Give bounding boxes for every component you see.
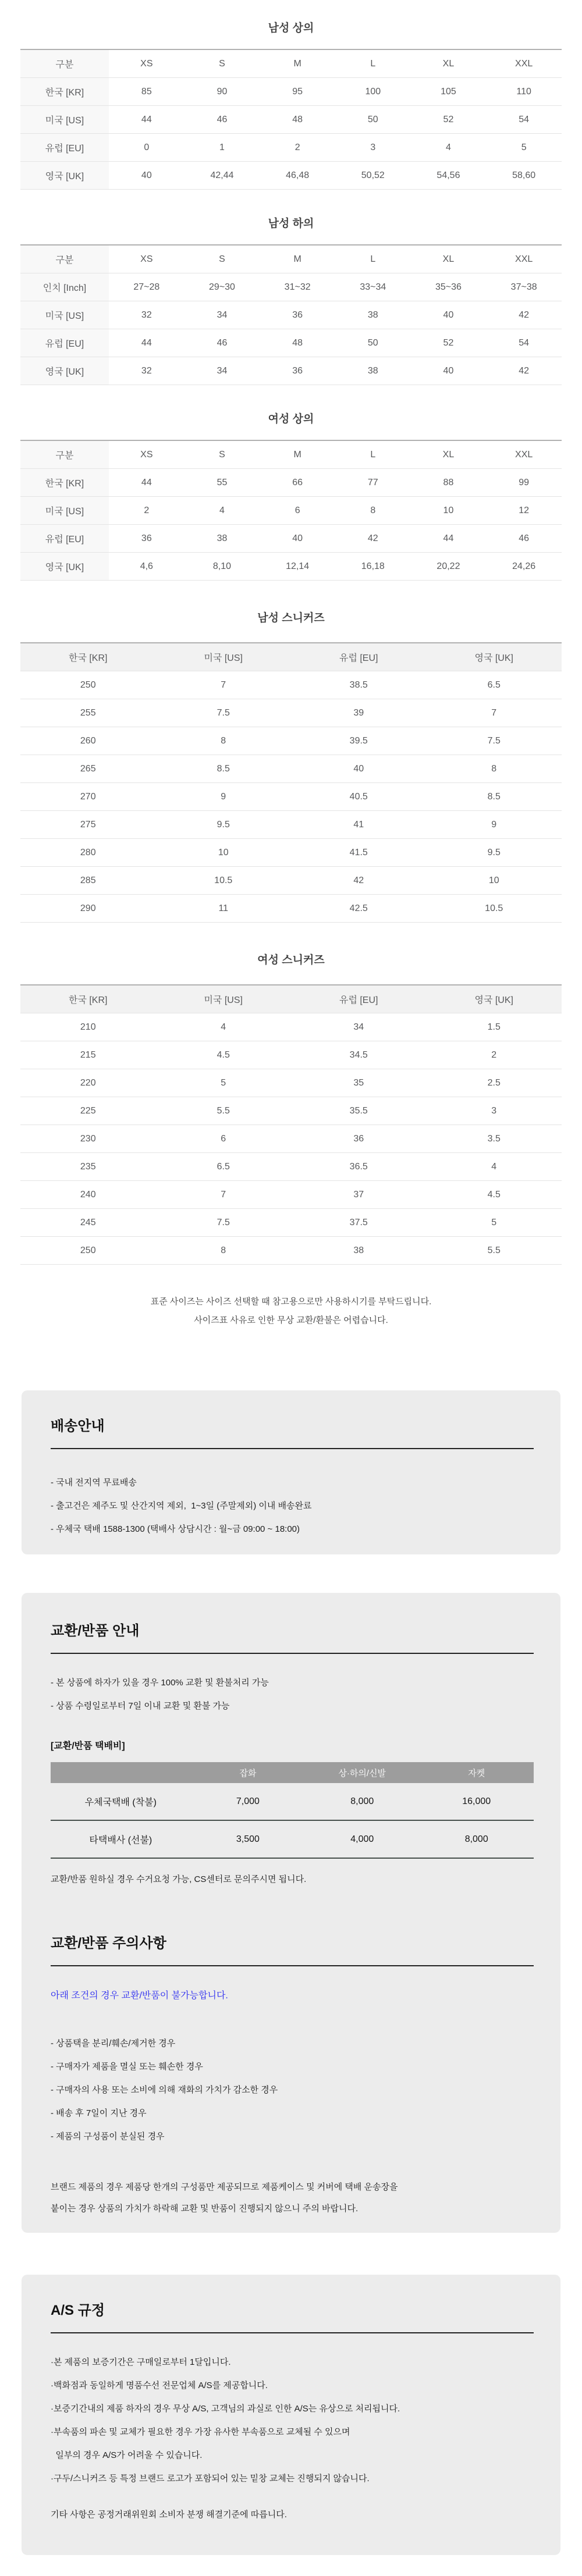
caution-item: - 구매자가 제품을 멸실 또는 훼손한 경우	[51, 2062, 203, 2072]
size-table-block	[0, 21, 582, 190]
size-table-row	[20, 357, 562, 385]
size-table-cell: 5.5	[427, 1237, 562, 1265]
size-table-header-cell: XXL	[486, 440, 562, 469]
size-table-cell: 46,48	[260, 162, 335, 190]
caution-item: - 구매자의 사용 또는 소비에 의해 재화의 가치가 감소한 경우	[51, 2085, 278, 2095]
size-table-header-cell: 유럽 [EU]	[291, 643, 427, 671]
size-table-cell: 58,60	[486, 162, 562, 190]
size-table-cell: 54	[486, 329, 562, 357]
as-list	[51, 2357, 534, 2485]
size-table-cell: 10.5	[156, 867, 292, 895]
size-table-cell: 36.5	[291, 1153, 427, 1181]
size-table-row	[20, 1041, 562, 1069]
size-table-cell: 34	[184, 357, 260, 385]
size-table-cell: 66	[260, 469, 335, 497]
size-table-cell: 4,6	[109, 553, 184, 581]
size-table-cell: 105	[411, 78, 487, 106]
size-table-cell: 4.5	[427, 1181, 562, 1209]
size-table-header-cell: XL	[411, 49, 487, 78]
size-table-cell: 8,10	[184, 553, 260, 581]
fee-table-cell: 타택배사 (선불)	[51, 1820, 191, 1858]
size-table-cell: 44	[109, 329, 184, 357]
size-table-cell: 5	[156, 1069, 292, 1097]
size-table-cell: 225	[20, 1097, 156, 1125]
size-table-cell: 36	[260, 301, 335, 329]
size-tables-section	[0, 21, 582, 1265]
as-item: 일부의 경우 A/S가 어려울 수 있습니다.	[51, 2450, 203, 2460]
shipping-item: - 국내 전지역 무료배송	[51, 1478, 137, 1488]
fee-table-body	[51, 1783, 534, 1858]
caution-title: 교환/반품 주의사항	[51, 1935, 534, 1966]
size-table-cell: 40	[260, 525, 335, 553]
size-table-header-cell: M	[260, 245, 335, 273]
size-table-row	[20, 525, 562, 553]
as-item: ·본 제품의 보증기간은 구매일로부터 1달입니다.	[51, 2357, 231, 2367]
size-table-cell: 10.5	[427, 895, 562, 923]
size-table-header-row	[20, 643, 562, 671]
size-table-cell: 210	[20, 1013, 156, 1041]
exchange-item: - 상품 수령일로부터 7일 이내 교환 및 환불 가능	[51, 1701, 230, 1711]
as-item: ·백화점과 동일하게 명품수선 전문업체 A/S를 제공합니다.	[51, 2381, 268, 2390]
size-table-cell: 4	[427, 1153, 562, 1181]
size-table-header-cell: S	[184, 49, 260, 78]
size-table-cell: 36	[109, 525, 184, 553]
size-table-cell: 39	[291, 699, 427, 727]
size-table-cell: 5	[486, 134, 562, 162]
size-table-title: 여성 스니커즈	[257, 954, 325, 966]
size-table-cell: 285	[20, 867, 156, 895]
size-table-cell: 240	[20, 1181, 156, 1209]
size-table-cell: 42,44	[184, 162, 260, 190]
size-note-line: 사이즈표 사유로 인한 무상 교환/환불은 어렵습니다.	[194, 1315, 388, 1325]
size-table-header-cell: XXL	[486, 49, 562, 78]
size-table-title: 남성 하의	[268, 218, 314, 230]
shipping-item: - 우체국 택배 1588-1300 (택배사 상담시간 : 월~금 09:00 ~ 18:00)	[51, 1524, 300, 1534]
size-table-cell: 5.5	[156, 1097, 292, 1125]
size-table-header-cell: 한국 [KR]	[20, 643, 156, 671]
size-table-cell: 1	[184, 134, 260, 162]
size-table-cell: 38	[335, 301, 411, 329]
size-table-cell: 34.5	[291, 1041, 427, 1069]
size-table-header-row	[20, 985, 562, 1013]
size-table-cell: 280	[20, 839, 156, 867]
size-table-cell: 영국 [UK]	[20, 162, 109, 190]
size-table-cell: 32	[109, 301, 184, 329]
shipping-list	[51, 1477, 534, 1535]
size-table	[20, 244, 562, 385]
size-table-cell: 41	[291, 811, 427, 839]
size-table-cell: 38.5	[291, 671, 427, 699]
size-table-cell: 9	[427, 811, 562, 839]
size-table-cell: 유럽 [EU]	[20, 134, 109, 162]
size-table-cell: 29~30	[184, 273, 260, 301]
size-table-header-row	[20, 245, 562, 273]
size-table-cell: 6	[260, 497, 335, 525]
size-table-cell: 77	[335, 469, 411, 497]
size-table-header-cell: 구분	[20, 440, 109, 469]
size-table-cell: 46	[184, 329, 260, 357]
size-table-row	[20, 553, 562, 581]
size-table-cell: 100	[335, 78, 411, 106]
size-table-cell: 40	[411, 357, 487, 385]
size-table-header-cell: 한국 [KR]	[20, 985, 156, 1013]
size-table-cell: 영국 [UK]	[20, 553, 109, 581]
size-table-cell: 7.5	[156, 1209, 292, 1237]
size-table-cell: 7	[156, 671, 292, 699]
size-table-cell: 6.5	[427, 671, 562, 699]
size-table-row	[20, 1181, 562, 1209]
size-table-cell: 50	[335, 329, 411, 357]
size-table-cell: 8	[427, 755, 562, 783]
size-table-cell: 32	[109, 357, 184, 385]
size-table-row	[20, 106, 562, 134]
size-table-cell: 44	[109, 106, 184, 134]
size-table-cell: 95	[260, 78, 335, 106]
size-table-cell: 10	[156, 839, 292, 867]
size-table-cell: 37~38	[486, 273, 562, 301]
size-table-row	[20, 783, 562, 811]
size-table-row	[20, 895, 562, 923]
size-table-cell: 37.5	[291, 1209, 427, 1237]
size-table-cell: 42	[486, 301, 562, 329]
size-table-cell: 35	[291, 1069, 427, 1097]
size-table-cell: 34	[291, 1013, 427, 1041]
size-table-cell: 50,52	[335, 162, 411, 190]
size-table-cell: 35~36	[411, 273, 487, 301]
fee-table-header-cell: 자켓	[419, 1762, 534, 1783]
size-table-row	[20, 469, 562, 497]
fee-table-header-cell: 상·하의/신발	[305, 1762, 419, 1783]
size-table-cell: 8.5	[427, 783, 562, 811]
size-table-cell: 40	[109, 162, 184, 190]
size-table-cell: 0	[109, 134, 184, 162]
size-table-cell: 88	[411, 469, 487, 497]
size-table-header-cell: XXL	[486, 245, 562, 273]
size-table-cell: 90	[184, 78, 260, 106]
size-table-cell: 24,26	[486, 553, 562, 581]
size-table-cell: 유럽 [EU]	[20, 525, 109, 553]
size-table-cell: 36	[260, 357, 335, 385]
size-table-cell: 3.5	[427, 1125, 562, 1153]
size-table-cell: 미국 [US]	[20, 106, 109, 134]
size-table-cell: 4	[411, 134, 487, 162]
size-table-cell: 7.5	[156, 699, 292, 727]
size-table-header-cell: L	[335, 245, 411, 273]
size-table-cell: 유럽 [EU]	[20, 329, 109, 357]
size-table-cell: 2.5	[427, 1069, 562, 1097]
size-table-cell: 12,14	[260, 553, 335, 581]
as-title: A/S 규정	[51, 2303, 534, 2333]
fee-note: 교환/반품 원하실 경우 수거요청 가능, CS센터로 문의주시면 됩니다.	[51, 1874, 307, 1884]
size-table-cell: 44	[411, 525, 487, 553]
size-table-cell: 16,18	[335, 553, 411, 581]
size-table-cell: 10	[427, 867, 562, 895]
caution-item: - 제품의 구성품이 분실된 경우	[51, 2132, 165, 2141]
exchange-list	[51, 1677, 534, 1712]
size-guide-page	[0, 21, 582, 2576]
size-table-header-cell: M	[260, 440, 335, 469]
size-table-header-cell: 영국 [UK]	[427, 643, 562, 671]
size-table-cell: 40	[291, 755, 427, 783]
shipping-box	[22, 1390, 560, 1554]
size-table-cell: 1.5	[427, 1013, 562, 1041]
size-table-cell: 44	[109, 469, 184, 497]
size-table-cell: 11	[156, 895, 292, 923]
size-table-cell: 42.5	[291, 895, 427, 923]
size-table-cell: 31~32	[260, 273, 335, 301]
size-table-cell: 245	[20, 1209, 156, 1237]
size-table-cell: 9.5	[427, 839, 562, 867]
size-table-cell: 50	[335, 106, 411, 134]
size-table-cell: 48	[260, 106, 335, 134]
size-table-header-cell: S	[184, 245, 260, 273]
size-table-cell: 4	[184, 497, 260, 525]
fee-table-header-cell	[51, 1762, 191, 1783]
size-table-cell: 40	[411, 301, 487, 329]
size-table-row	[20, 78, 562, 106]
size-table-cell: 230	[20, 1125, 156, 1153]
size-table-cell: 9.5	[156, 811, 292, 839]
fee-table-row	[51, 1820, 534, 1858]
size-table-cell: 250	[20, 671, 156, 699]
size-table-cell: 38	[291, 1237, 427, 1265]
size-table	[20, 440, 562, 581]
size-table-row	[20, 1097, 562, 1125]
size-table-row	[20, 497, 562, 525]
fee-table-cell: 8,000	[305, 1783, 419, 1820]
size-table	[20, 984, 562, 1265]
size-table-block	[0, 412, 582, 581]
as-item: ·구두/스니커즈 등 특정 브랜드 로고가 포함되어 있는 밑창 교체는 진행되지 않습니다.	[51, 2474, 370, 2484]
shipping-title: 배송안내	[51, 1418, 534, 1449]
fee-table-cell: 16,000	[419, 1783, 534, 1820]
size-table-cell: 52	[411, 329, 487, 357]
size-table-cell: 40.5	[291, 783, 427, 811]
size-table-cell: 275	[20, 811, 156, 839]
size-table-cell: 41.5	[291, 839, 427, 867]
size-table-block	[0, 216, 582, 385]
fee-table	[51, 1762, 534, 1859]
size-table-cell: 235	[20, 1153, 156, 1181]
size-table-header-cell: XL	[411, 440, 487, 469]
size-table-cell: 34	[184, 301, 260, 329]
size-table-cell: 255	[20, 699, 156, 727]
size-table-cell: 46	[184, 106, 260, 134]
size-table-row	[20, 1209, 562, 1237]
size-table-header-row	[20, 49, 562, 78]
size-table-header-cell: L	[335, 440, 411, 469]
as-box	[22, 2275, 560, 2555]
size-table-header-cell: 구분	[20, 49, 109, 78]
fee-table-header-cell: 잡화	[191, 1762, 305, 1783]
size-table-header-cell: M	[260, 49, 335, 78]
size-table-title: 남성 스니커즈	[257, 612, 325, 624]
size-table-row	[20, 1237, 562, 1265]
size-table-header-cell: 유럽 [EU]	[291, 985, 427, 1013]
size-table-cell: 42	[335, 525, 411, 553]
fee-table-row	[51, 1783, 534, 1820]
fee-table-header-row	[51, 1762, 534, 1783]
size-table-row	[20, 329, 562, 357]
size-table-row	[20, 134, 562, 162]
shipping-item: - 출고건은 제주도 및 산간지역 제외, 1~3일 (주말제외) 이내 배송완료	[51, 1501, 312, 1511]
size-table-cell: 250	[20, 1237, 156, 1265]
as-footer: 기타 사항은 공정거래위원회 소비자 분쟁 해결기준에 따릅니다.	[51, 2510, 287, 2520]
size-table-cell: 52	[411, 106, 487, 134]
size-table-header-cell: XS	[109, 49, 184, 78]
size-table-row	[20, 811, 562, 839]
caution-item: - 상품택을 분리/훼손/제거한 경우	[51, 2038, 176, 2048]
size-table-cell: 2	[109, 497, 184, 525]
size-table-cell: 220	[20, 1069, 156, 1097]
size-table-row	[20, 727, 562, 755]
size-table-cell: 6	[156, 1125, 292, 1153]
size-table-title: 남성 상의	[268, 22, 314, 34]
fee-table-cell: 우체국택배 (착불)	[51, 1783, 191, 1820]
size-table-cell: 35.5	[291, 1097, 427, 1125]
size-table-cell: 8.5	[156, 755, 292, 783]
size-table-cell: 3	[427, 1097, 562, 1125]
size-table-cell: 9	[156, 783, 292, 811]
size-table-cell: 영국 [UK]	[20, 357, 109, 385]
size-table-cell: 7	[156, 1181, 292, 1209]
size-table-block	[0, 611, 582, 923]
fee-table-cell: 3,500	[191, 1820, 305, 1858]
size-table-header-cell: 영국 [UK]	[427, 985, 562, 1013]
size-table-cell: 8	[156, 1237, 292, 1265]
size-table-cell: 미국 [US]	[20, 497, 109, 525]
size-table-row	[20, 1125, 562, 1153]
size-table-row	[20, 162, 562, 190]
size-table-cell: 270	[20, 783, 156, 811]
size-table-cell: 한국 [KR]	[20, 469, 109, 497]
size-table-cell: 290	[20, 895, 156, 923]
size-table-cell: 4.5	[156, 1041, 292, 1069]
size-table-cell: 한국 [KR]	[20, 78, 109, 106]
fee-table-cell: 4,000	[305, 1820, 419, 1858]
size-table-row	[20, 1153, 562, 1181]
size-table-header-cell: S	[184, 440, 260, 469]
size-table-cell: 260	[20, 727, 156, 755]
size-table-header-cell: 미국 [US]	[156, 985, 292, 1013]
caution-paragraph-line: 브랜드 제품의 경우 제품당 한개의 구성품만 제공되므로 제품케이스 및 커버에 택배 운송장을	[51, 2182, 398, 2192]
size-table-row	[20, 1069, 562, 1097]
size-table-cell: 38	[335, 357, 411, 385]
size-table-cell: 8	[156, 727, 292, 755]
size-table-row	[20, 273, 562, 301]
size-table-cell: 48	[260, 329, 335, 357]
size-table-row	[20, 699, 562, 727]
size-table-cell: 8	[335, 497, 411, 525]
size-table-header-cell: XS	[109, 245, 184, 273]
size-table-header-cell: 구분	[20, 245, 109, 273]
size-table-cell: 36	[291, 1125, 427, 1153]
size-table-cell: 54	[486, 106, 562, 134]
size-table-cell: 265	[20, 755, 156, 783]
caution-paragraph-line: 붙이는 경우 상품의 가치가 하락해 교환 및 반품이 진행되지 않으니 주의 바랍니다.	[51, 2204, 359, 2214]
caution-list	[51, 2038, 534, 2143]
size-table-cell: 46	[486, 525, 562, 553]
as-item: ·보증기간내의 제품 하자의 경우 무상 A/S, 고객님의 과실로 인한 A/S는 유상으로 처리됩니다.	[51, 2404, 400, 2414]
size-table-cell: 7.5	[427, 727, 562, 755]
size-table-cell: 6.5	[156, 1153, 292, 1181]
size-table-cell: 110	[486, 78, 562, 106]
size-table-cell: 미국 [US]	[20, 301, 109, 329]
size-table-cell: 12	[486, 497, 562, 525]
size-table-header-row	[20, 440, 562, 469]
size-table-row	[20, 301, 562, 329]
size-table-row	[20, 671, 562, 699]
size-table-cell: 20,22	[411, 553, 487, 581]
fee-table-title: [교환/반품 택배비]	[51, 1741, 125, 1751]
size-table-cell: 54,56	[411, 162, 487, 190]
size-table-cell: 42	[486, 357, 562, 385]
size-table-cell: 10	[411, 497, 487, 525]
size-table-row	[20, 1013, 562, 1041]
size-table-cell: 38	[184, 525, 260, 553]
size-table-cell: 인치 [Inch]	[20, 273, 109, 301]
size-table-header-cell: L	[335, 49, 411, 78]
size-table-cell: 5	[427, 1209, 562, 1237]
size-table-cell: 215	[20, 1041, 156, 1069]
size-table-block	[0, 953, 582, 1265]
size-table-cell: 42	[291, 867, 427, 895]
as-item: ·부속품의 파손 및 교체가 필요한 경우 가장 유사한 부속품으로 교체될 수 있으며	[51, 2427, 350, 2437]
size-table-header-cell: 미국 [US]	[156, 643, 292, 671]
size-table-cell: 85	[109, 78, 184, 106]
size-table-header-cell: XL	[411, 245, 487, 273]
size-table-header-cell: XS	[109, 440, 184, 469]
size-table-cell: 39.5	[291, 727, 427, 755]
size-table-row	[20, 839, 562, 867]
fee-table-cell: 7,000	[191, 1783, 305, 1820]
size-table-row	[20, 755, 562, 783]
exchange-item: - 본 상품에 하자가 있을 경우 100% 교환 및 환불처리 가능	[51, 1678, 269, 1688]
size-table-cell: 27~28	[109, 273, 184, 301]
size-table-cell: 33~34	[335, 273, 411, 301]
size-table-cell: 7	[427, 699, 562, 727]
size-table-row	[20, 867, 562, 895]
size-note-line: 표준 사이즈는 사이즈 선택할 때 참고용으로만 사용하시기를 부탁드립니다.	[150, 1297, 432, 1307]
size-table-cell: 55	[184, 469, 260, 497]
size-table-cell: 99	[486, 469, 562, 497]
caution-lead: 아래 조건의 경우 교환/반품이 불가능합니다.	[51, 1991, 228, 2001]
size-table-cell: 3	[335, 134, 411, 162]
size-table-cell: 37	[291, 1181, 427, 1209]
caution-item: - 배송 후 7일이 지난 경우	[51, 2108, 147, 2118]
size-table	[20, 642, 562, 923]
size-notes	[0, 1293, 582, 1330]
exchange-box	[22, 1593, 560, 2233]
size-table-cell: 4	[156, 1013, 292, 1041]
size-table-cell: 2	[260, 134, 335, 162]
caution-paragraph	[51, 2176, 534, 2219]
size-table-title: 여성 상의	[268, 413, 314, 425]
size-table	[20, 49, 562, 190]
size-table-cell: 2	[427, 1041, 562, 1069]
fee-table-cell: 8,000	[419, 1820, 534, 1858]
exchange-title: 교환/반품 안내	[51, 1623, 534, 1654]
